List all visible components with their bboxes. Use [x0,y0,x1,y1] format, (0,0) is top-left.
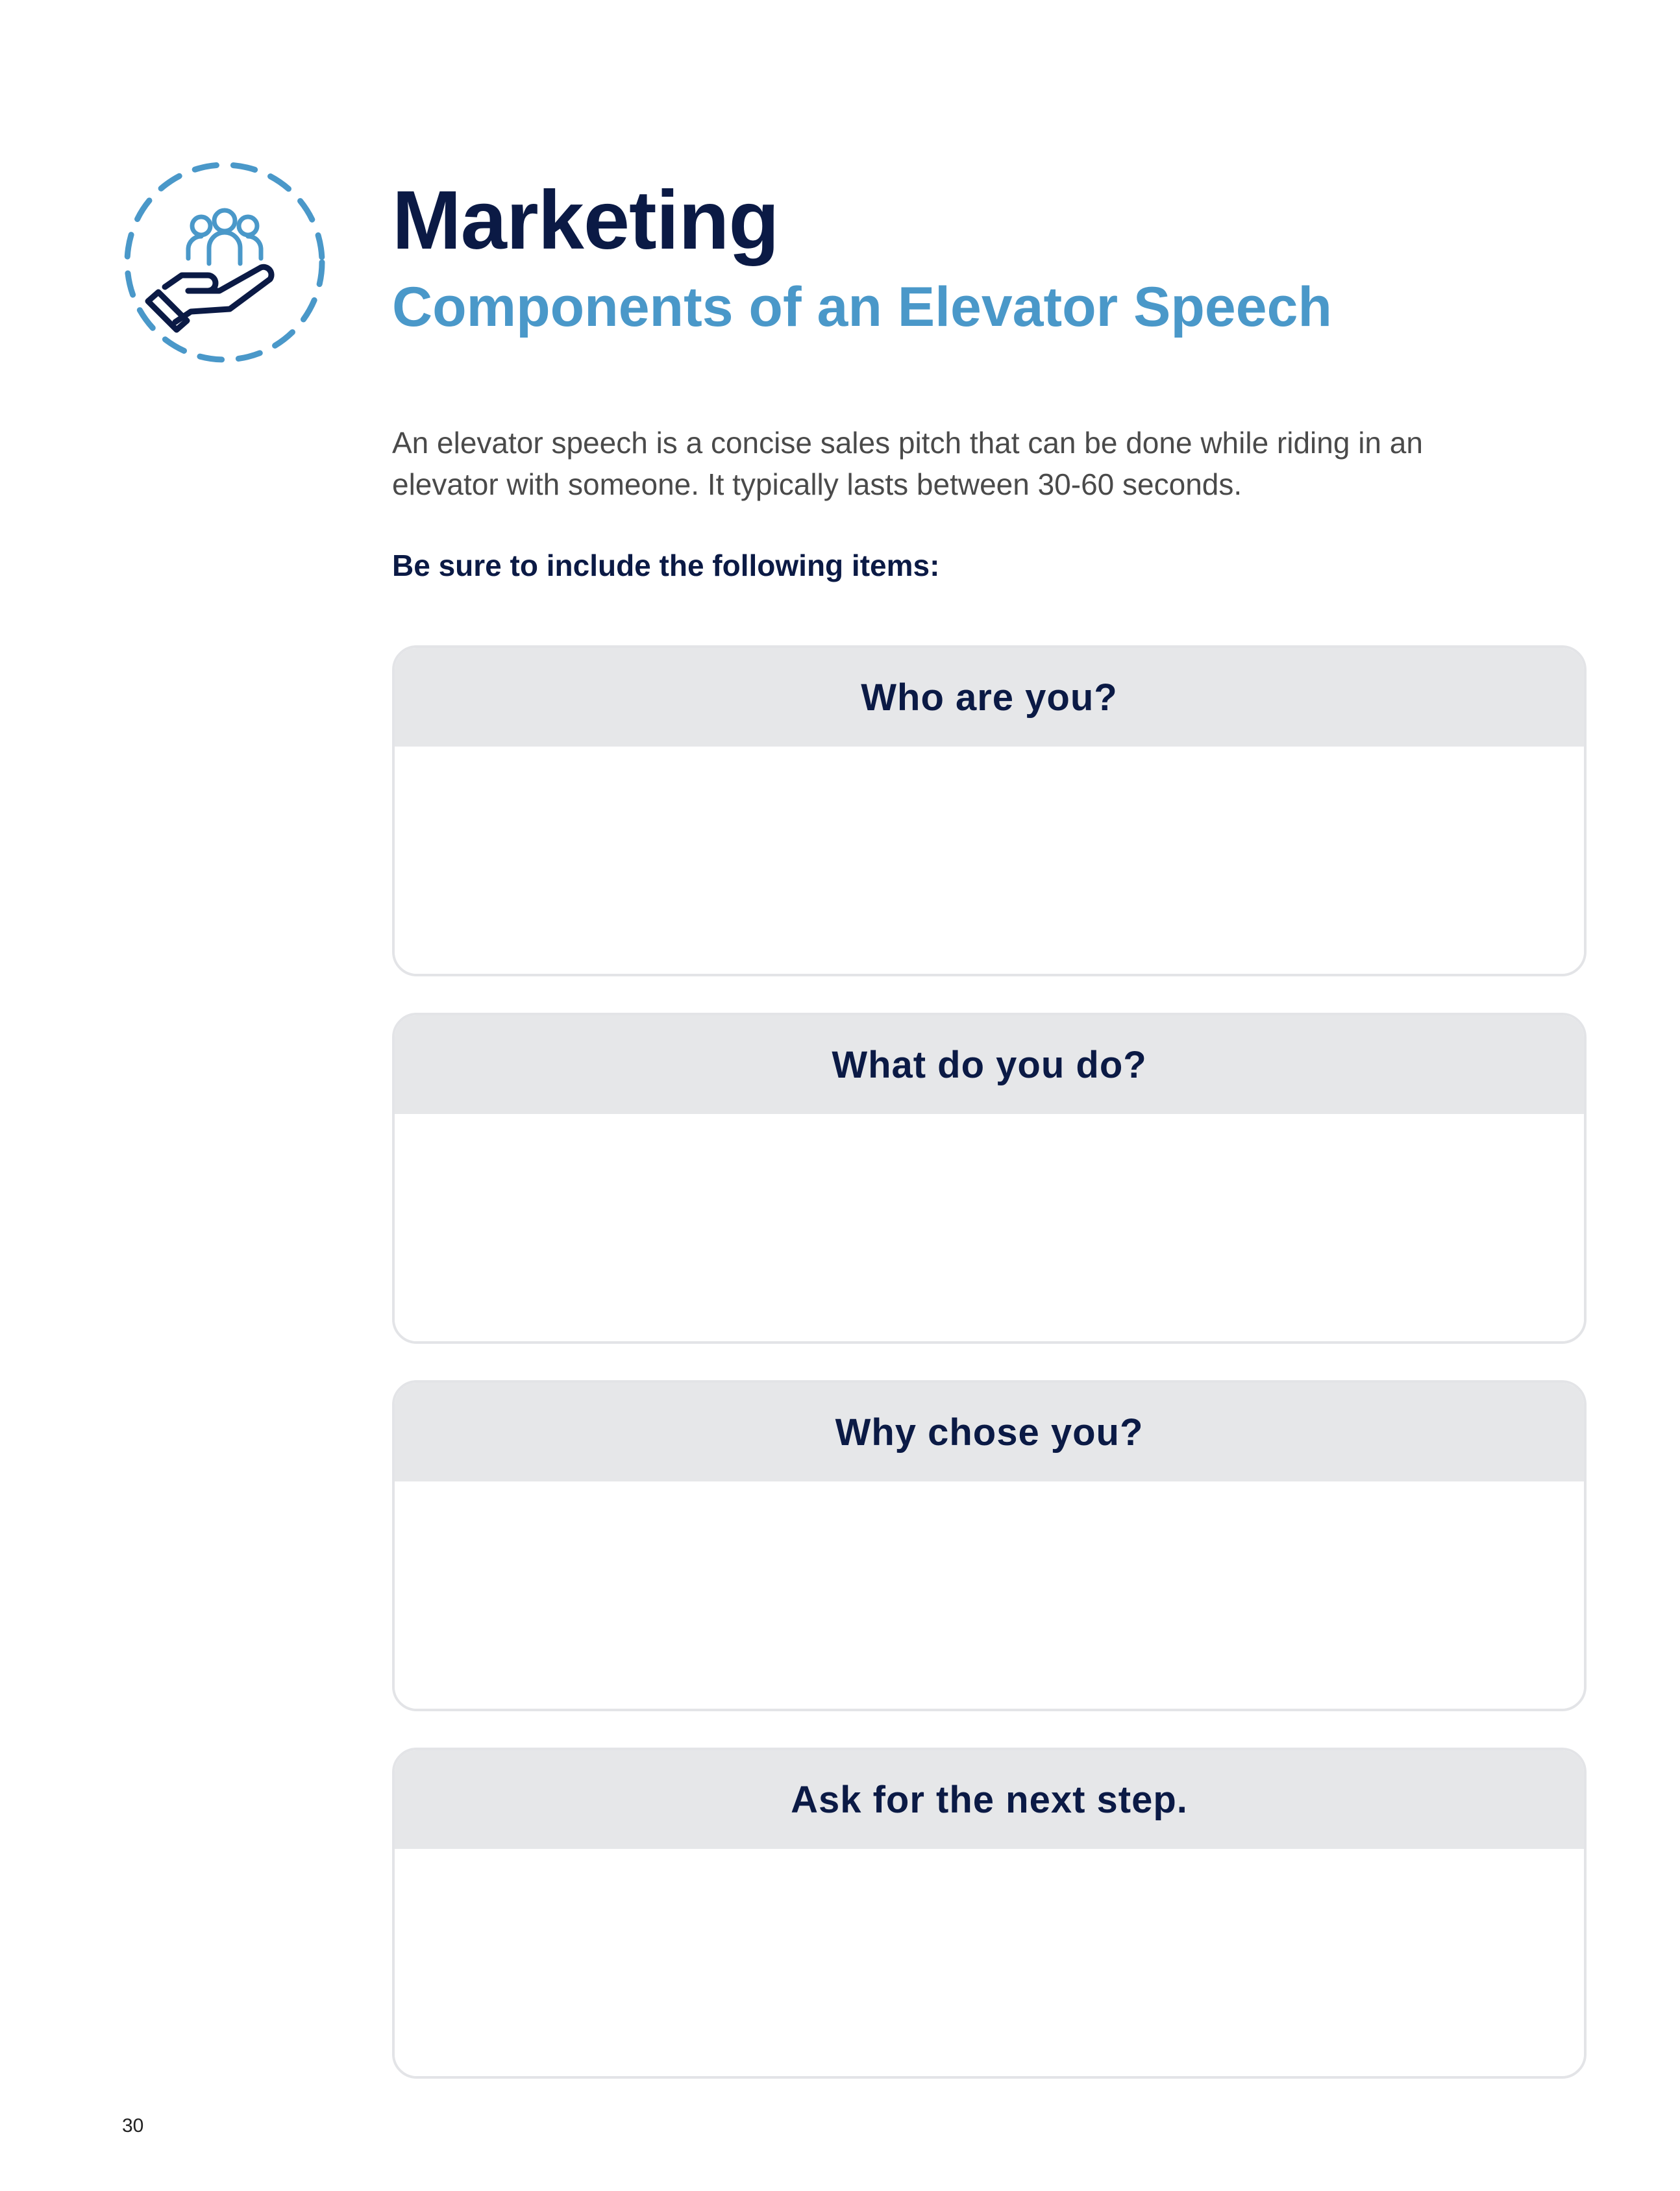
answer-box-writing-area[interactable] [395,747,1584,976]
answer-box-header: Who are you? [395,648,1584,747]
page-title: Marketing [392,174,779,267]
intro-paragraph: An elevator speech is a concise sales pitch that can be done while riding in an elevator with someone. It typically lasts between 30-60 seconds. [392,426,1423,501]
hand-holding-people-icon [118,156,331,369]
answer-box-writing-area[interactable] [395,1849,1584,2079]
answer-box-writing-area[interactable] [395,1481,1584,1711]
answer-box-who-are-you [392,645,1587,976]
answer-box-header: Ask for the next step. [395,1750,1584,1849]
instruction-text: Be sure to include the following items: [392,549,940,582]
answer-box-why-chose-you [392,1380,1587,1711]
answer-box-header: What do you do? [395,1015,1584,1114]
answer-box-writing-area[interactable] [395,1114,1584,1344]
answer-box-what-do-you-do [392,1013,1587,1344]
answer-box-header: Why chose you? [395,1383,1584,1481]
answer-box-next-step [392,1748,1587,2079]
page-number: 30 [122,2115,144,2136]
page-subtitle: Components of an Elevator Speech [392,276,1332,338]
